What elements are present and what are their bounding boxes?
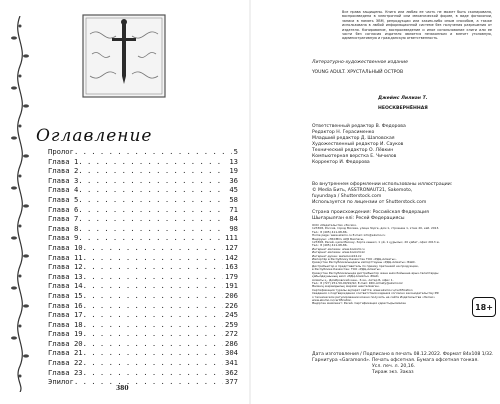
publisher-line: Алматы қ., Домбровский көш., 3«а», литер Б, офис 1. (312, 277, 394, 282)
toc-leader-dots (78, 166, 227, 176)
toc-leader-dots (83, 272, 223, 282)
toc-entry-page: 259 (225, 319, 238, 329)
toc-entry-page: 45 (229, 185, 238, 195)
floral-vine-border (10, 16, 30, 392)
toc-leader-dots (83, 320, 223, 330)
toc-entry-label: Глава 10 (48, 242, 83, 252)
toc-leader-dots (74, 147, 232, 157)
toc-entry-label: Глава 5 (48, 194, 79, 204)
toc-entry-page: 98 (229, 223, 238, 233)
toc-entry (48, 224, 238, 234)
publisher-line: Өндіруші: «ЭКСМО» АҚБ Баспасы, (312, 236, 364, 241)
toc-entry (48, 262, 238, 272)
publisher-line: қабылдаушының өкілі «РДЦ-Алматы» ЖШС, (312, 274, 380, 279)
publisher-line: Тел.: 8 (495) 411-68-86. (312, 229, 348, 234)
toc-entry-page: 226 (225, 300, 238, 310)
toc-entry-label: Глава 15 (48, 290, 83, 300)
toc-entry (48, 147, 238, 157)
print-info-line: Гарнитура «Garamond». Печать офсетная. Бумага офсетная тонкая. (312, 358, 479, 363)
country-block (312, 210, 429, 222)
toc-entry (48, 157, 238, 167)
publisher-line: Өндірген мемлекет: Ресей. Сертификация қарастырылмаған (312, 301, 406, 306)
toc-entry-label: Глава 13 (48, 271, 83, 281)
page-number: 380 (116, 385, 129, 392)
toc-entry (48, 272, 238, 282)
toc-entry (48, 205, 238, 215)
toc-leader-dots (83, 368, 223, 378)
toc-heading: Оглавление (36, 126, 153, 146)
toc-entry-label: Глава 18 (48, 319, 83, 329)
toc-entry-page: 111 (225, 233, 238, 243)
toc-entry-label: Глава 20 (48, 338, 83, 348)
toc-leader-dots (83, 339, 223, 349)
toc-entry (48, 368, 238, 378)
print-info-block (312, 352, 494, 376)
toc-entry-label: Глава 3 (48, 175, 79, 185)
publisher-line: Интернет-магазин: www.book24.ru (312, 246, 365, 251)
toc-leader-dots (78, 214, 227, 224)
toc-leader-dots (83, 301, 223, 311)
publisher-line: Интернет-дүкен: www.book24.kz (312, 253, 362, 258)
toc-entry (48, 358, 238, 368)
toc-entry (48, 214, 238, 224)
toc-leader-dots (78, 205, 227, 215)
toc-leader-dots (78, 185, 227, 195)
toc-leader-dots (83, 281, 223, 291)
toc-entry (48, 166, 238, 176)
publisher-line: Сертификация туралы ақпарат сайтта: www.eksmo.ru/certification (312, 287, 413, 292)
toc-entry-page: 163 (225, 262, 238, 272)
toc-leader-dots (78, 195, 227, 205)
sword-emblem (82, 14, 166, 98)
credit-line: Технический редактор О. Лёвкин (312, 148, 394, 153)
toc-entry-page: 71 (229, 204, 238, 214)
toc-entry (48, 320, 238, 330)
toc-entry-page: 84 (229, 214, 238, 224)
toc-entry (48, 301, 238, 311)
publisher-line: Home page: www.eksmo.ru E-mail: info@eksmo.ru (312, 233, 386, 238)
toc-entry (48, 233, 238, 243)
publisher-line: ООО «Издательство «Эксмо» (312, 223, 357, 227)
toc-leader-dots (83, 262, 223, 272)
print-info-line: Усл. печ. л. 20,16. (372, 364, 416, 369)
toc-entry-label: Глава 22 (48, 358, 83, 368)
right-page (254, 8, 498, 396)
toc-entry-page: 206 (225, 290, 238, 300)
age-rating-badge: 18+ (472, 297, 496, 317)
credits-block (312, 124, 406, 166)
publisher-block (312, 224, 462, 306)
legal-notice: Все права защищены. Книга или любая ее часть не может быть скопирована, воспроизведена в электронной или механической форме, в виде фотокопии, записи в память ЭВМ, репродукции или каким-либо иным способом, а также использована в любой информационной системе без получения разрешения от издателя. Копирование, воспроизведение и иное использование книги или ее части без согласия издателя является незаконным и влечет уголовную, административную и гражданскую ответственность. (342, 10, 492, 41)
toc-entry-label: Глава 9 (48, 233, 79, 243)
illustrations-line: Во внутреннем оформлении использованы иллюстрации: (312, 182, 453, 187)
toc-entry (48, 348, 238, 358)
toc-entry-label: Глава 2 (48, 166, 79, 176)
toc-entry-label: Глава 21 (48, 348, 83, 358)
toc-entry (48, 339, 238, 349)
toc-entry-page: 286 (225, 338, 238, 348)
publisher-line: в Республике Казахстан: ТОО «РДЦ-Алматы» (312, 267, 381, 272)
toc-entry-page: 127 (225, 242, 238, 252)
credit-line: Корректор И. Федорова (312, 160, 370, 165)
toc-entry (48, 253, 238, 263)
toc-entry-page: 13 (229, 156, 238, 166)
toc-leader-dots (83, 253, 223, 263)
toc-entry (48, 310, 238, 320)
publisher-line: Тел.: 8 (495) 411-68-86. (312, 243, 348, 248)
publisher-line: о техническом регулировании можно получить на сайте Издательства «Эксмо» (312, 294, 435, 299)
credit-line: Редактор Н. Герасименко (312, 130, 375, 135)
credit-line: Компьютерная верстка Е. Чичилов (312, 154, 397, 159)
toc-leader-dots (83, 291, 223, 301)
toc-entry-label: Глава 12 (48, 262, 83, 272)
toc-entry-page: 58 (229, 194, 238, 204)
toc-entry-label: Глава 23 (48, 367, 83, 377)
toc-leader-dots (83, 310, 223, 320)
toc-entry-page: 245 (225, 310, 238, 320)
toc-leader-dots (83, 329, 223, 339)
toc-entry-page: 377 (225, 377, 238, 387)
toc-leader-dots (83, 348, 223, 358)
publisher-line: Импортёр в Республику Казахстан ТОО «РДЦ-Алматы». (312, 257, 397, 262)
publisher-line: 123308, Ресей, қала Мәскеу, Зорге көшесі, 1 үй, 1 құрылыс, 20 қабат, офис 2013 ж. (312, 240, 440, 245)
toc-entry-page: 362 (225, 367, 238, 377)
country-line: Шығарылған елі: Ресей Федерациясы (312, 216, 405, 221)
toc-entry-label: Глава 17 (48, 310, 83, 320)
toc-leader-dots (83, 358, 223, 368)
toc-entry-page: 179 (225, 271, 238, 281)
illustrations-line: Используется по лицензии от Shutterstock.com (312, 200, 427, 205)
page-gutter (249, 0, 251, 404)
toc-entry (48, 329, 238, 339)
toc-entry (48, 185, 238, 195)
toc-entry-label: Глава 8 (48, 223, 79, 233)
toc-entry-page: 142 (225, 252, 238, 262)
toc-leader-dots (78, 157, 227, 167)
publisher-line: Тел.: 8 (727) 251-59-90/91/92; E-mail: RDC-Almaty@eksmo.kz (312, 280, 403, 285)
publisher-line: Өнімнің жарамдылық мерзімі шектелмеген. (312, 284, 380, 289)
toc-entry (48, 281, 238, 291)
country-line: Страна происхождения: Российская Федерация (312, 210, 429, 215)
credit-line: Ответственный редактор В. Федорова (312, 124, 406, 129)
toc-entry-label: Эпилог (48, 377, 74, 387)
toc-entry-label: Глава 6 (48, 204, 79, 214)
toc-entry-label: Глава 19 (48, 329, 83, 339)
illustrations-line: fuyundaya / Shutterstock.com (312, 194, 382, 199)
print-info-line: Тираж экз. Заказ (372, 370, 414, 375)
book-title-line: НЕОСКВЕРНЁННАЯ (378, 106, 428, 111)
toc-leader-dots (78, 233, 223, 243)
credit-line: Художественный редактор И. Сауков (312, 142, 404, 147)
toc-entry-page: 304 (225, 348, 238, 358)
illustrations-block (312, 182, 452, 206)
toc-entry (48, 243, 238, 253)
publisher-line: Қазақстан Республикасындағы импорттаушы «РДЦ-Алматы» ЖШС. (312, 260, 416, 265)
toc-entry-label: Глава 14 (48, 281, 83, 291)
toc-leader-dots (78, 176, 227, 186)
publisher-line: Сведения о подтверждении соответствия издания согласно законодательству РФ (312, 291, 439, 296)
genre-line: Литературно-художественное издание (312, 60, 408, 65)
toc-entry (48, 195, 238, 205)
toc-entry-page: 19 (229, 166, 238, 176)
toc-list (48, 147, 238, 387)
toc-entry-label: Глава 11 (48, 252, 83, 262)
publisher-line: Интернет-магазин: www.book24.kz (312, 250, 365, 255)
toc-entry-page: 272 (225, 329, 238, 339)
toc-entry-label: Пролог (48, 147, 74, 156)
series-line: YOUNG ADULT. ХРУСТАЛЬНЫЙ ОСТРОВ (312, 70, 404, 75)
toc-entry-page: 5 (233, 147, 238, 156)
toc-entry-label: Глава 16 (48, 300, 83, 310)
toc-entry-page: 341 (225, 358, 238, 368)
author-line: Джеймс Лилиан Т. (378, 96, 428, 101)
toc-entry-label: Глава 4 (48, 185, 79, 195)
publisher-line: www.eksmo.ru/certification (312, 297, 352, 302)
toc-leader-dots (83, 243, 223, 253)
left-page (2, 8, 246, 396)
publisher-line: 123308, Россия, город Москва, улица Зорге, дом 1, строение 1, этаж 20, каб. 2013. (312, 226, 440, 231)
toc-entry-page: 36 (229, 175, 238, 185)
toc-entry (48, 377, 238, 387)
credit-line: Младший редактор Д. Шаповская (312, 136, 395, 141)
toc-entry-label: Глава 1 (48, 156, 79, 166)
toc-leader-dots (78, 224, 227, 234)
publisher-line: Дистрибьютор и представитель по приему претензий на продукцию, (312, 263, 419, 268)
toc-entry-label: Глава 7 (48, 214, 79, 224)
illustrations-line: © Media Бить, ASSTRONAUT21, Sakemoto, (312, 188, 413, 193)
toc-entry (48, 176, 238, 186)
toc-entry (48, 291, 238, 301)
publisher-line: Қазақстан Республикасында дистрибьютор және өнім бойынша арыз-талаптарды (312, 270, 439, 275)
print-info-line: Дата изготовления / Подписано в печать 08.12.2022. Формат 84х108 1/32. (312, 352, 494, 357)
toc-leader-dots (74, 377, 223, 387)
toc-entry-page: 191 (225, 281, 238, 291)
